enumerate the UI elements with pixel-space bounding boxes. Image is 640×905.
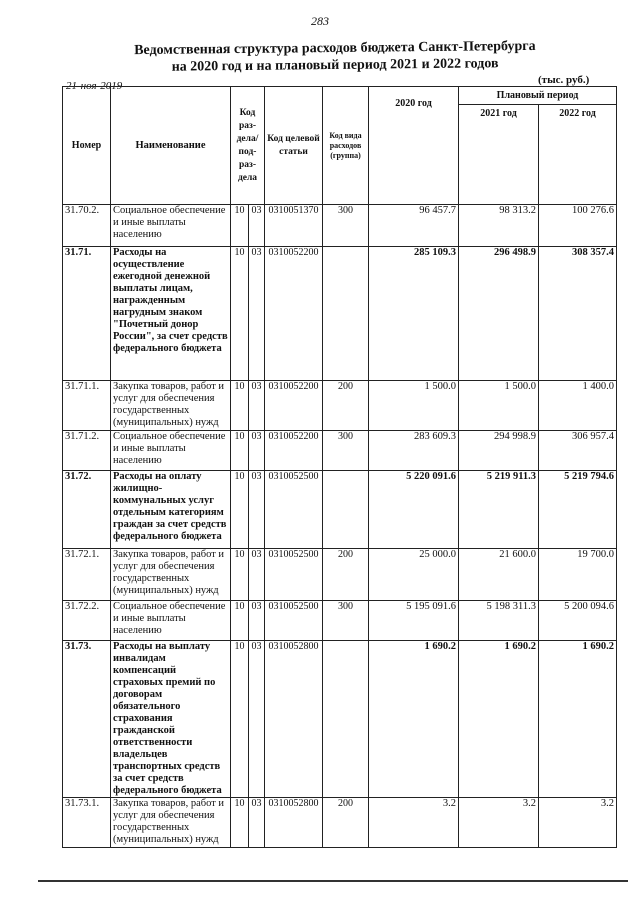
row-value-2020: 3.2 bbox=[369, 798, 459, 848]
row-group: 200 bbox=[323, 381, 369, 431]
row-group: 300 bbox=[323, 205, 369, 247]
row-target-code: 0310051370 bbox=[265, 205, 323, 247]
row-value-2021: 1 690.2 bbox=[459, 641, 539, 798]
header-number: Номер bbox=[63, 87, 111, 205]
row-value-2021: 1 500.0 bbox=[459, 381, 539, 431]
row-value-2020: 96 457.7 bbox=[369, 205, 459, 247]
row-value-2020: 285 109.3 bbox=[369, 247, 459, 381]
row-value-2021: 21 600.0 bbox=[459, 549, 539, 601]
row-number: 31.72.1. bbox=[63, 549, 111, 601]
header-name: Наименование bbox=[111, 87, 231, 205]
header-plan-period: Плановый период bbox=[459, 87, 617, 105]
row-value-2021: 296 498.9 bbox=[459, 247, 539, 381]
row-value-2021: 5 198 311.3 bbox=[459, 601, 539, 641]
row-group bbox=[323, 471, 369, 549]
table-row bbox=[63, 205, 617, 247]
row-group: 300 bbox=[323, 431, 369, 471]
document-title bbox=[120, 38, 550, 77]
row-target-code: 0310052200 bbox=[265, 247, 323, 381]
row-target-code: 0310052200 bbox=[265, 381, 323, 431]
row-section: 10 bbox=[231, 205, 249, 247]
row-number: 31.71. bbox=[63, 247, 111, 381]
header-2021: 2021 год bbox=[459, 105, 539, 205]
row-value-2021: 3.2 bbox=[459, 798, 539, 848]
table-row bbox=[63, 549, 617, 601]
row-number: 31.71.1. bbox=[63, 381, 111, 431]
row-name: Закупка товаров, работ и услуг для обеспечения государственных (муниципальных) нужд bbox=[111, 798, 231, 848]
row-target-code: 0310052800 bbox=[265, 641, 323, 798]
row-value-2022: 5 219 794.6 bbox=[539, 471, 617, 549]
title-line-1: Ведомственная структура расходов бюджета Санкт-Петербурга bbox=[134, 38, 536, 59]
row-section: 10 bbox=[231, 247, 249, 381]
row-name: Социальное обеспечение и иные выплаты населению bbox=[111, 431, 231, 471]
document-date: 21-ноя-2019 bbox=[66, 80, 123, 92]
row-subsection: 03 bbox=[249, 641, 265, 798]
row-name: Закупка товаров, работ и услуг для обеспечения государственных (муниципальных) нужд bbox=[111, 549, 231, 601]
row-target-code: 0310052500 bbox=[265, 601, 323, 641]
budget-table bbox=[62, 86, 617, 848]
row-target-code: 0310052200 bbox=[265, 431, 323, 471]
row-number: 31.73. bbox=[63, 641, 111, 798]
header-target: Код целевой статьи bbox=[265, 87, 323, 205]
row-value-2022: 1 400.0 bbox=[539, 381, 617, 431]
row-section: 10 bbox=[231, 641, 249, 798]
header-section: Код раз-дела/ под-раз-дела bbox=[231, 87, 265, 205]
row-subsection: 03 bbox=[249, 798, 265, 848]
title-line-2: на 2020 год и на плановый период 2021 и 2022 годов bbox=[171, 56, 499, 75]
table-row bbox=[63, 247, 617, 381]
row-subsection: 03 bbox=[249, 471, 265, 549]
row-value-2022: 5 200 094.6 bbox=[539, 601, 617, 641]
row-section: 10 bbox=[231, 431, 249, 471]
row-value-2022: 100 276.6 bbox=[539, 205, 617, 247]
row-number: 31.73.1. bbox=[63, 798, 111, 848]
row-subsection: 03 bbox=[249, 205, 265, 247]
table-row bbox=[63, 471, 617, 549]
row-target-code: 0310052500 bbox=[265, 549, 323, 601]
row-name: Расходы на выплату инвалидам компенсаций страховых премий по договорам обязательного страхования гражданской ответственности владельцев транспортных средств за счет средств федерального бюджета bbox=[111, 641, 231, 798]
row-name: Социальное обеспечение и иные выплаты населению bbox=[111, 601, 231, 641]
row-value-2022: 19 700.0 bbox=[539, 549, 617, 601]
row-group: 300 bbox=[323, 601, 369, 641]
row-group: 200 bbox=[323, 549, 369, 601]
row-name: Социальное обеспечение и иные выплаты населению bbox=[111, 205, 231, 247]
table-body bbox=[63, 205, 617, 848]
header-2022: 2022 год bbox=[539, 105, 617, 205]
row-value-2022: 306 957.4 bbox=[539, 431, 617, 471]
row-number: 31.71.2. bbox=[63, 431, 111, 471]
row-value-2020: 1 500.0 bbox=[369, 381, 459, 431]
row-target-code: 0310052500 bbox=[265, 471, 323, 549]
table-row bbox=[63, 381, 617, 431]
row-subsection: 03 bbox=[249, 381, 265, 431]
row-value-2020: 1 690.2 bbox=[369, 641, 459, 798]
row-value-2022: 3.2 bbox=[539, 798, 617, 848]
table-row bbox=[63, 798, 617, 848]
table-row bbox=[63, 431, 617, 471]
bottom-rule bbox=[38, 880, 628, 882]
row-value-2021: 5 219 911.3 bbox=[459, 471, 539, 549]
row-section: 10 bbox=[231, 381, 249, 431]
row-value-2021: 98 313.2 bbox=[459, 205, 539, 247]
row-subsection: 03 bbox=[249, 549, 265, 601]
row-value-2020: 5 195 091.6 bbox=[369, 601, 459, 641]
row-section: 10 bbox=[231, 798, 249, 848]
header-group: Код вида расходов (группа) bbox=[323, 87, 369, 205]
units-label: (тыс. руб.) bbox=[538, 74, 590, 86]
row-value-2022: 308 357.4 bbox=[539, 247, 617, 381]
row-subsection: 03 bbox=[249, 247, 265, 381]
row-value-2020: 283 609.3 bbox=[369, 431, 459, 471]
page-number: 283 bbox=[311, 14, 329, 28]
row-number: 31.72. bbox=[63, 471, 111, 549]
table-row bbox=[63, 601, 617, 641]
row-number: 31.70.2. bbox=[63, 205, 111, 247]
row-section: 10 bbox=[231, 549, 249, 601]
row-value-2020: 5 220 091.6 bbox=[369, 471, 459, 549]
row-section: 10 bbox=[231, 601, 249, 641]
row-name: Закупка товаров, работ и услуг для обеспечения государственных (муниципальных) нужд bbox=[111, 381, 231, 431]
row-number: 31.72.2. bbox=[63, 601, 111, 641]
row-name: Расходы на осуществление ежегодной денежной выплаты лицам, награжденным нагрудным знаком "Почетный донор России", за счет средств федерального бюджета bbox=[111, 247, 231, 381]
row-group bbox=[323, 641, 369, 798]
row-subsection: 03 bbox=[249, 431, 265, 471]
table-row bbox=[63, 641, 617, 798]
row-section: 10 bbox=[231, 471, 249, 549]
row-group: 200 bbox=[323, 798, 369, 848]
row-name: Расходы на оплату жилищно-коммунальных услуг отдельным категориям граждан за счет средств федерального бюджета bbox=[111, 471, 231, 549]
row-target-code: 0310052800 bbox=[265, 798, 323, 848]
row-value-2022: 1 690.2 bbox=[539, 641, 617, 798]
row-subsection: 03 bbox=[249, 601, 265, 641]
header-2020: 2020 год bbox=[369, 87, 459, 205]
row-value-2020: 25 000.0 bbox=[369, 549, 459, 601]
row-value-2021: 294 998.9 bbox=[459, 431, 539, 471]
row-group bbox=[323, 247, 369, 381]
